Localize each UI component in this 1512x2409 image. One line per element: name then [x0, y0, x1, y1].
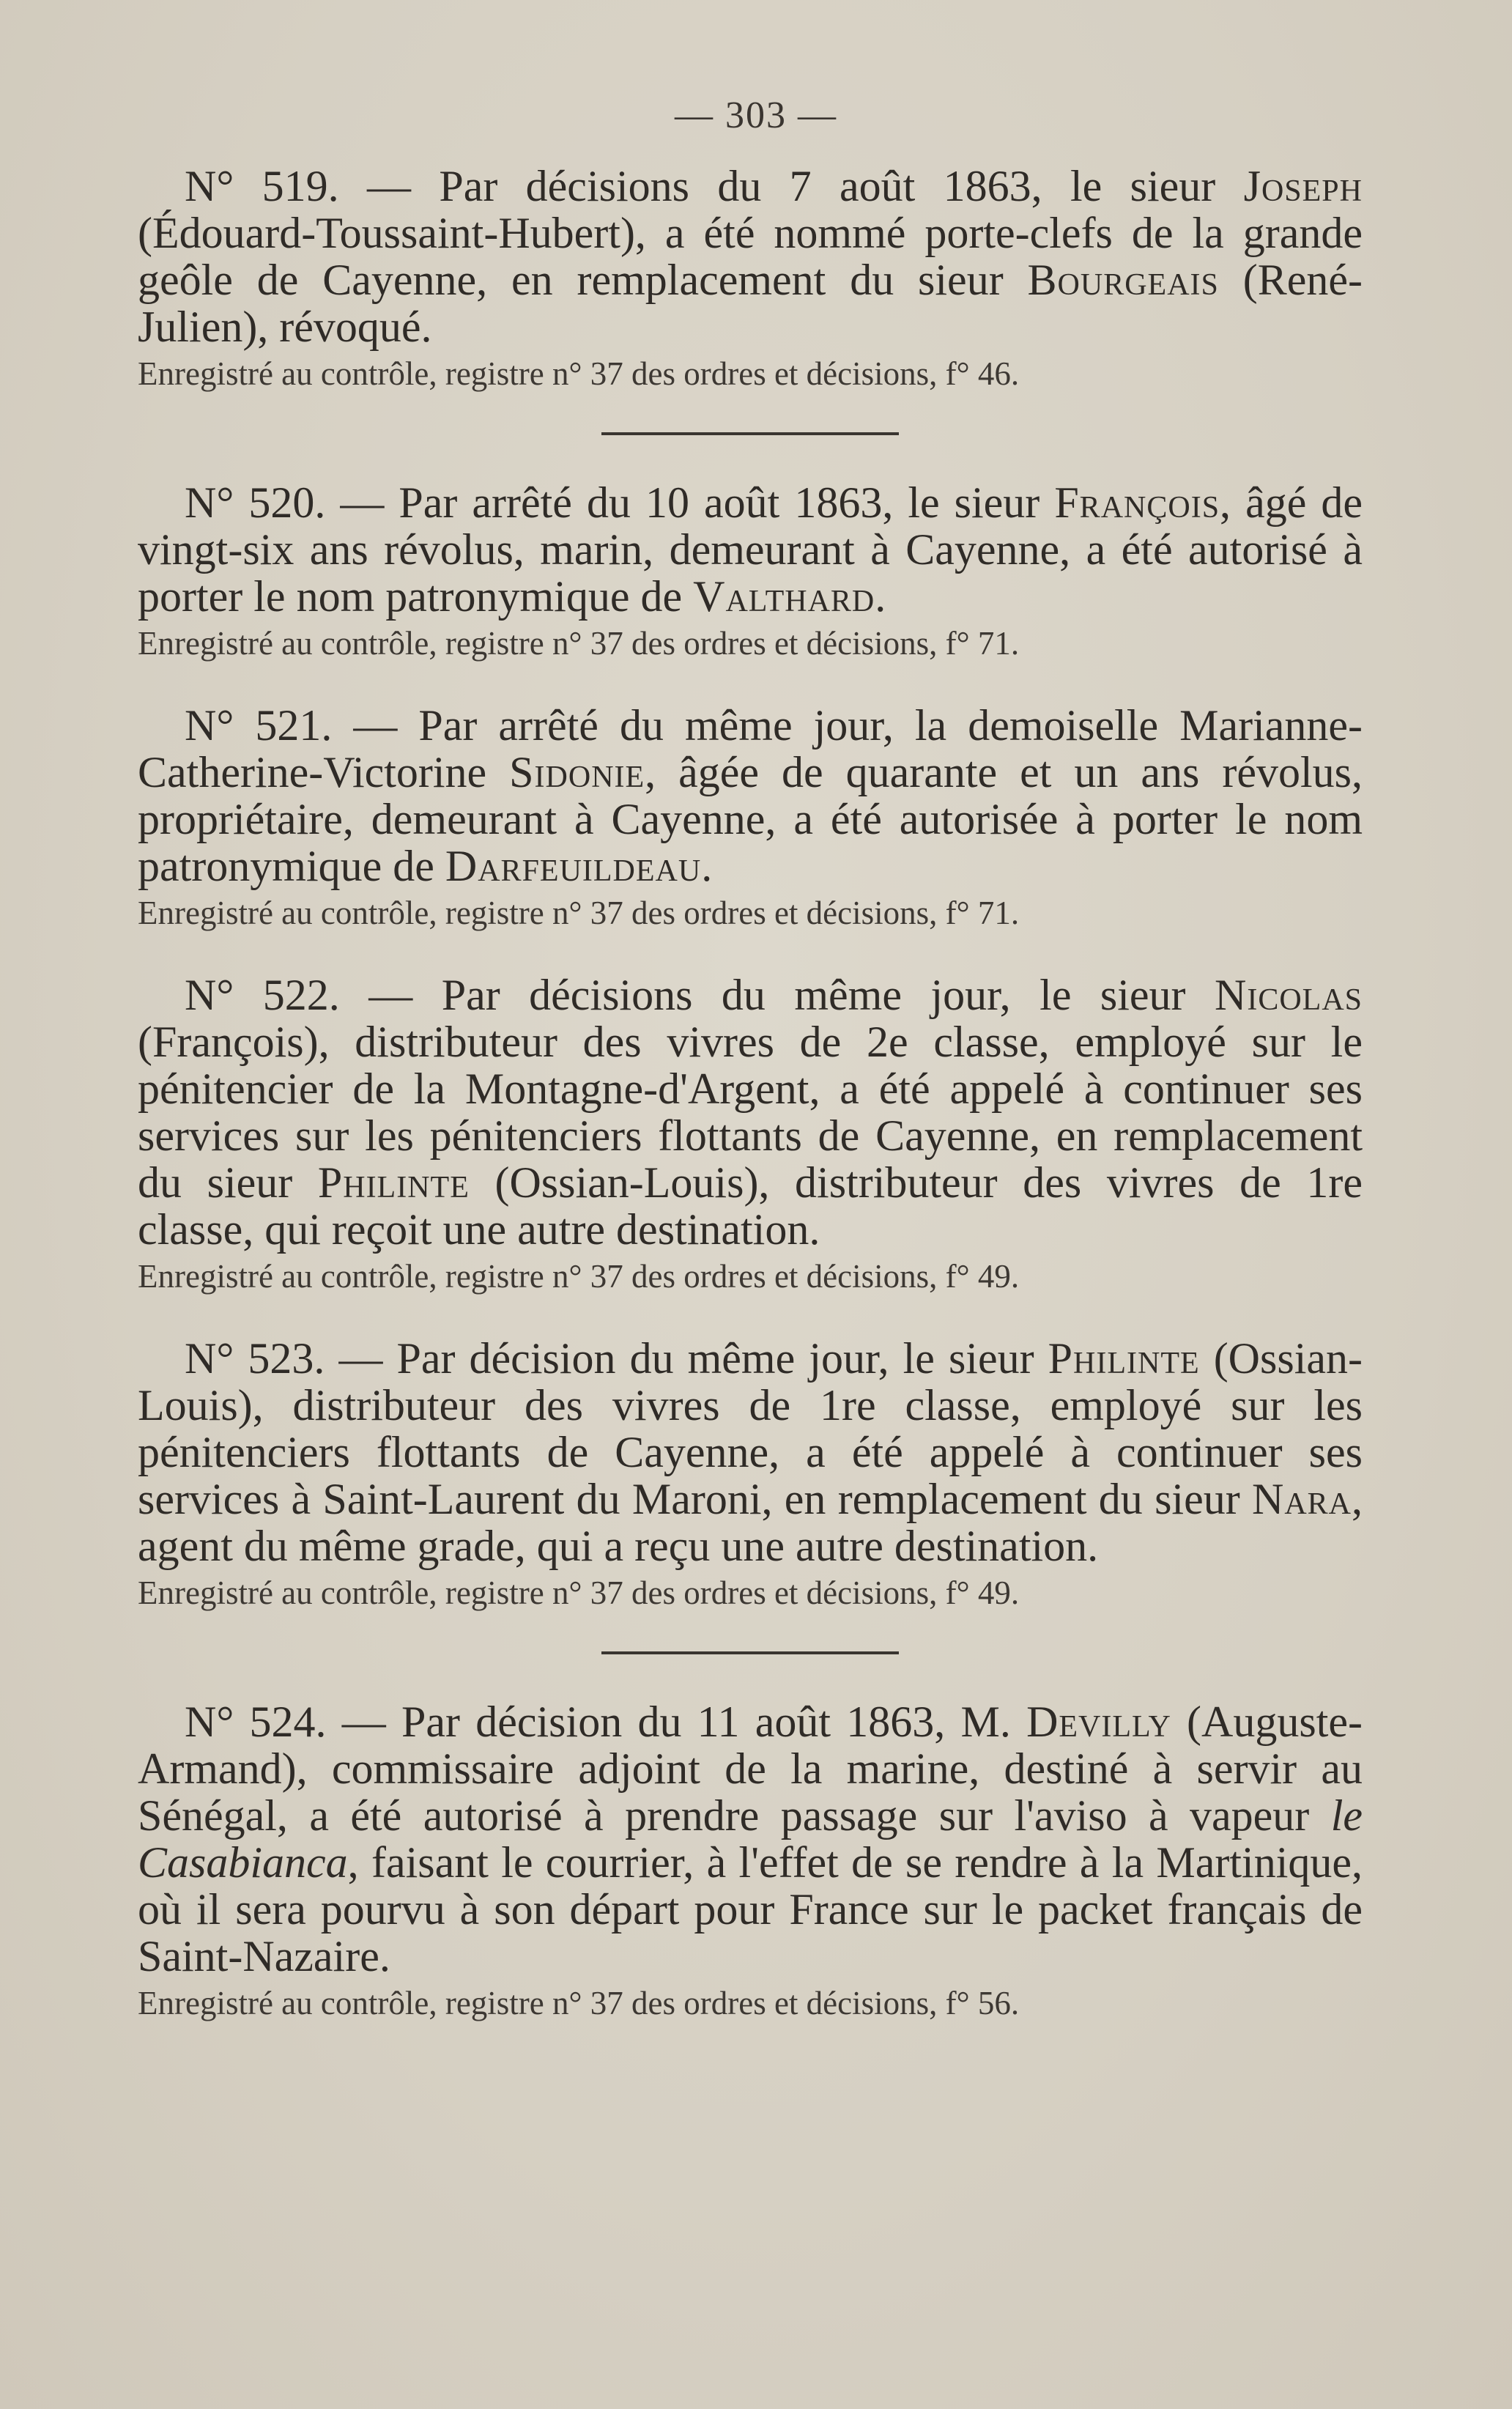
entry-text [138, 1335, 1363, 1569]
entry-number: N° 521. [185, 701, 333, 750]
person-name: Darfeuildeau [445, 842, 702, 890]
page-number: — 303 — [675, 95, 837, 136]
entry-lead: — Par décision du 11 août 1863, M. [326, 1698, 1027, 1746]
entry-mid: (François), distributeur des vivres de 2e classe, employé sur le pénitencier de la Montagne-d'Argent, a été appelé à continuer ses services sur les pénitenciers flottants de Cayenne, en remplacement du sieur [138, 1018, 1363, 1207]
entry-mid: (Auguste-Armand), commissaire adjoint de la marine, destiné à servir au Sénégal, a été autorisé à prendre passage sur l'aviso à vapeur [138, 1698, 1363, 1840]
entry-mid: (Ossian-Louis), distributeur des vivres de 1re classe, employé sur les pénitenciers flottants de Cayenne, a été appelé à continuer ses services à Saint-Laurent du Maroni, en remplacement du sieur [138, 1334, 1363, 1523]
person-name: Philinte [1048, 1334, 1200, 1383]
entry-tail: . [701, 842, 713, 890]
person-name: Joseph [1243, 162, 1363, 210]
entry-tail: (René-Julien), révoqué. [138, 256, 1363, 351]
entry-lead: — Par décisions du même jour, le sieur [339, 971, 1215, 1019]
entry-522 [138, 972, 1363, 1297]
registration-note: Enregistré au contrôle, registre n° 37 des ordres et décisions, f° 71. [138, 625, 1020, 662]
section-divider [601, 1651, 899, 1654]
entry-number: N° 524. [185, 1698, 327, 1746]
registration-note: Enregistré au contrôle, registre n° 37 des ordres et décisions, f° 49. [138, 1574, 1020, 1611]
person-name: Sidonie [509, 748, 645, 796]
entry-tail: (Ossian-Louis), distributeur des vivres de 1re classe, qui reçoit une autre destination. [138, 1158, 1363, 1254]
entry-519 [138, 163, 1363, 394]
entry-text [138, 972, 1363, 1253]
person-name: Bourgeais [1027, 256, 1219, 304]
entry-mid: , âgé de vingt-six ans révolus, marin, demeurant à Cayenne, a été autorisé à porter le nom patronymique de [138, 478, 1363, 621]
person-name: Philinte [317, 1158, 470, 1207]
registration-note: Enregistré au contrôle, registre n° 37 des ordres et décisions, f° 56. [138, 1985, 1020, 2021]
ship-name: le Casabianca [138, 1791, 1363, 1887]
registration-note: Enregistré au contrôle, registre n° 37 des ordres et décisions, f° 71. [138, 895, 1020, 931]
registration-note: Enregistré au contrôle, registre n° 37 des ordres et décisions, f° 46. [138, 355, 1020, 392]
entry-number: N° 523. [185, 1334, 325, 1383]
entry-lead: — Par arrêté du 10 août 1863, le sieur [325, 478, 1055, 527]
entry-lead: — Par arrêté du même jour, la demoiselle Marianne-Catherine-Victorine [138, 701, 1363, 796]
entry-number: N° 522. [185, 971, 340, 1019]
entry-mid: (Édouard-Toussaint-Hubert), a été nommé porte-clefs de la grande geôle de Cayenne, en remplacement du sieur [138, 209, 1363, 304]
entry-524 [138, 1698, 1363, 2024]
person-name: Valthard [693, 572, 875, 621]
entry-mid: , âgée de quarante et un ans révolus, propriétaire, demeurant à Cayenne, a été autorisée à porter le nom patronymique de [138, 748, 1363, 890]
entry-number: N° 520. [185, 478, 326, 527]
entry-lead: — Par décision du même jour, le sieur [325, 1334, 1048, 1383]
entry-text [138, 479, 1363, 620]
section-divider [601, 432, 899, 435]
person-name: François [1054, 478, 1220, 527]
entry-tail: , faisant le courrier, à l'effet de se rendre à la Martinique, où il sera pourvu à son départ pour France sur le packet français de Saint-Nazaire. [138, 1838, 1363, 1980]
entry-lead: — Par décisions du 7 août 1863, le sieur [338, 162, 1244, 210]
entry-521 [138, 702, 1363, 933]
person-name: Nara [1251, 1475, 1352, 1523]
entry-tail: , agent du même grade, qui a reçu une autre destination. [138, 1475, 1363, 1570]
entry-number: N° 519. [185, 162, 339, 210]
registration-note: Enregistré au contrôle, registre n° 37 des ordres et décisions, f° 49. [138, 1258, 1020, 1295]
page-content [138, 163, 1363, 2062]
entry-text [138, 163, 1363, 350]
entry-520 [138, 479, 1363, 664]
entry-tail: . [875, 572, 886, 621]
person-name: Devilly [1026, 1698, 1171, 1746]
person-name: Nicolas [1215, 971, 1363, 1019]
entry-text [138, 1698, 1363, 1980]
entry-text [138, 702, 1363, 889]
entry-523 [138, 1335, 1363, 1613]
